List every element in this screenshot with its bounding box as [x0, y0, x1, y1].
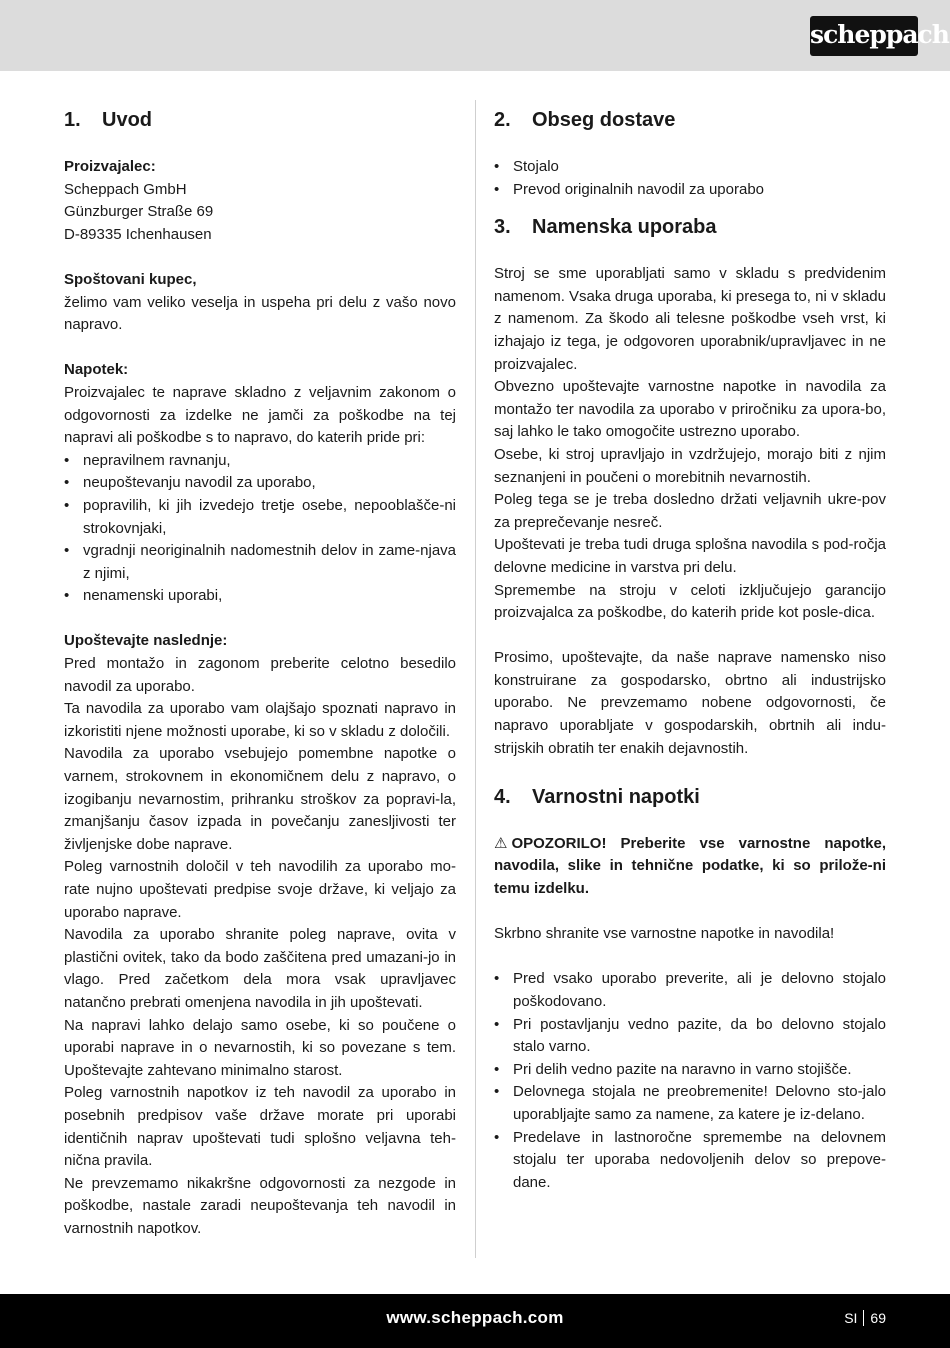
usage-paragraph: Obvezno upoštevajte varnostne napotke in navodila za montažo ter navodila za uporabo v priročniku za upora-bo, saj lahko le tako omogočite ustrezno uporabo. — [494, 378, 886, 441]
list-item: • popravilih, ki jih izvedejo tretje osebe, nepooblašče-ni strokovnjaki, — [64, 495, 456, 540]
list-item: • vgradnji neoriginalnih nadomestnih delov in zame-njava z njimi, — [64, 540, 456, 585]
list-item: • Pri postavljanju vedno pazite, da bo delovno stojalo stalo varno. — [494, 1014, 886, 1059]
manufacturer-line: Günzburger Straße 69 — [64, 203, 214, 221]
list-item: • Delovnega stojala ne preobremenite! Delovno sto-jalo uporabljajte samo za namene, za katere je iz-delano. — [494, 1081, 886, 1126]
list-item: • Predelave in lastnoročne spremembe na delovnem stojalu ter uporaba nedovoljenih delov so prepove-dane. — [494, 1127, 886, 1195]
warning-triangle-icon: ⚠ — [494, 834, 508, 852]
usage-paragraph: Prosimo, upoštevajte, da naše naprave namensko niso konstruirane za gospodarsko, obrtno ali industrijsko uporabo. Ne prevzemamo nobene odgovornosti, če napravo uporabljate v gospodarskih, obrtnih ali indu-strijskih obratih ter enakih dejavnostih. — [494, 649, 886, 757]
observe-label: Upoštevajte naslednje: — [64, 632, 228, 650]
usage-paragraph: Spremembe na stroju v celoti izključujejo garancijo proizvajalca za poškodbe, do katerih pride kot posle-dica. — [494, 581, 886, 622]
manufacturer-label: Proizvajalec: — [64, 158, 156, 175]
column-divider — [475, 100, 476, 1258]
warning-paragraph — [494, 833, 886, 901]
page-number: 69 — [870, 1310, 886, 1326]
greeting-text: želimo vam veliko veselja in uspeha pri delu z vašo novo napravo. — [64, 293, 456, 334]
usage-paragraph: Upoštevati je treba tudi druga splošna navodila s pod-ročja delovne medicine in varstva pri delu. — [494, 536, 886, 576]
section-3-heading — [494, 213, 886, 241]
safety-list — [494, 968, 886, 1194]
list-item: • Pri delih vedno pazite na naravno in varno stojišče. — [494, 1059, 886, 1082]
list-item: • Prevod originalnih navodil za uporabo — [494, 179, 886, 202]
header-band — [0, 0, 950, 71]
language-code: SI — [844, 1310, 858, 1326]
list-item: • nenamenski uporabi, — [64, 585, 456, 608]
section-title: Namenska uporaba — [532, 216, 717, 239]
list-item: • Stojalo — [494, 156, 886, 179]
usage-paragraph: Osebe, ki stroj upravljajo in vzdržujejo, morajo biti z njim seznanjeni in poučeni o morebitnih nevarnostih. — [494, 445, 886, 486]
section-4-heading — [494, 783, 886, 811]
observe-paragraph: Navodila za uporabo vsebujejo pomembne napotke o varnem, strokovnem in ekonomičnem delu z napravo, o izogibanju nevarnostim, prihranku stroškov za popravi-la, zmanjšanju časov izpada in povečanju zanesljivosti ter življenjske dobe naprave. — [64, 745, 456, 853]
list-item: • neupoštevanju navodil za uporabo, — [64, 472, 456, 495]
observe-paragraph: Poleg varnostnih določil v teh navodilih za uporabo mo-rate nujno upoštevati predpise svoje države, ki veljajo za uporabo naprave. — [64, 858, 456, 921]
section-title: Obseg dostave — [532, 109, 676, 131]
section-2-heading — [494, 106, 886, 134]
usage-paragraph: Poleg tega se je treba dosledno držati veljavnih ukre-pov za preprečevanje nesreč. — [494, 491, 886, 531]
note-text: Proizvajalec te naprave skladno z veljavnim zakonom o odgovornosti za izdelke ne jamči za poškodbe na tej napravi ali poškodbe s to napravo, do katerih pride pri: — [64, 383, 456, 447]
section-title: Varnostni napotki — [532, 785, 700, 808]
scheppach-logo: scheppach — [810, 16, 918, 56]
footer-bar — [0, 1294, 950, 1348]
observe-paragraph: Pred montažo in zagonom preberite celotno besedilo navodil za uporabo. — [64, 655, 456, 695]
observe-paragraph: Ta navodila za uporabo vam olajšajo spoznati napravo in izkoristiti njene možnosti uporabe, ki so v skladu z določili. — [64, 700, 456, 740]
section-number: 4. — [494, 785, 511, 808]
delivery-list — [494, 156, 886, 201]
website-link[interactable]: www.scheppach.com — [386, 1308, 564, 1327]
observe-paragraph: Navodila za uporabo shranite poleg naprave, ovita v plastični ovitek, tako da bodo zaščitena pred umazani-jo in vlago. Pred začetkom dela mora vsak upravljavec natančno prebrati omenjena navodila in jih upoštevati. — [64, 926, 456, 1011]
note-label: Napotek: — [64, 361, 129, 379]
separator — [863, 1310, 864, 1326]
section-number: 1. — [64, 109, 81, 131]
observe-paragraph: Na napravi lahko delajo samo osebe, ki so poučene o uporabi naprave in o nevarnostih, ki so povezane s tem. Upoštevajte zahtevano minimalno starost. — [64, 1016, 456, 1079]
right-column — [494, 106, 886, 1194]
list-item: • nepravilnem ravnanju, — [64, 450, 456, 473]
warning-word: OPOZORILO! — [511, 834, 607, 852]
manufacturer-line: Scheppach GmbH — [64, 180, 187, 198]
observe-paragraph: Ne prevzemamo nikakršne odgovornosti za nezgode in poškodbe, nastale zaradi neupoštevanja teh navodil in varnostnih napotkov. — [64, 1174, 456, 1237]
section-number: 3. — [494, 216, 511, 239]
usage-paragraph: Stroj se sme uporabljati samo v skladu s predvidenim namenom. Vsaka druga uporaba, ki presega to, ni v skladu z namenom. Za škodo ali telesne poškodbe vseh vrst, ki izhajajo iz tega, je odgovoren uporabnik/upravljavec in ne proizvajalec. — [494, 265, 886, 373]
note-list — [64, 450, 456, 608]
left-column — [64, 106, 456, 1241]
section-1-heading — [64, 106, 456, 134]
manufacturer-line: D-89335 Ichenhausen — [64, 225, 212, 243]
warning-text: Preberite vse varnostne napotke, navodila, slike in tehnične podatke, ki so prilože-ni temu izdelku. — [494, 834, 886, 898]
section-number: 2. — [494, 109, 511, 131]
keep-instructions-text: Skrbno shranite vse varnostne napotke in navodila! — [494, 925, 835, 943]
section-title: Uvod — [102, 109, 152, 131]
greeting-label: Spoštovani kupec, — [64, 270, 197, 288]
page-indicator — [844, 1310, 886, 1326]
list-item: • Pred vsako uporabo preverite, ali je delovno stojalo poškodovano. — [494, 968, 886, 1013]
observe-paragraph: Poleg varnostnih napotkov iz teh navodil za uporabo in posebnih predpisov vaše države morate pri uporabi identičnih naprav upoštevati tudi splošno veljavna teh-nična pravila. — [64, 1084, 456, 1170]
